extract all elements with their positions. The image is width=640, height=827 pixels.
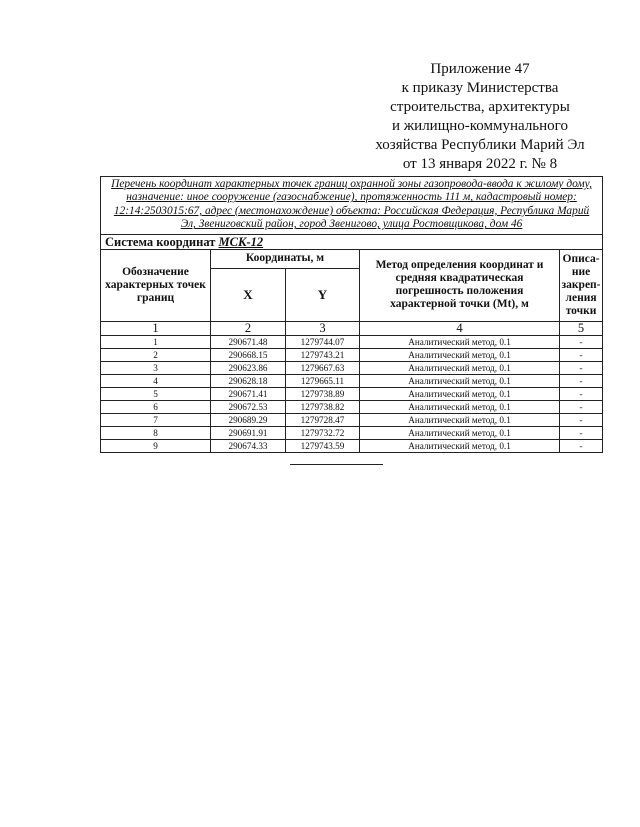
cell-y: 1279665.11 [286, 374, 360, 387]
closing-rule [290, 464, 383, 465]
coordinate-system-name: МСК-12 [218, 234, 264, 249]
cell-point: 7 [101, 413, 211, 426]
column-number: 3 [286, 321, 360, 335]
header-fixing-description: Описа-ние закреп-ления точки [560, 249, 603, 321]
cell-y: 1279667.63 [286, 361, 360, 374]
appendix-line: хозяйства Республики Марий Эл [375, 137, 585, 153]
cell-method: Аналитический метод, 0.1 [360, 439, 560, 452]
table-row [101, 361, 603, 374]
appendix-line: и жилищно-коммунального [392, 118, 568, 134]
cell-method: Аналитический метод, 0.1 [360, 361, 560, 374]
table-row [101, 413, 603, 426]
cell-x: 290668.15 [211, 348, 286, 361]
cell-x: 290623.86 [211, 361, 286, 374]
table-row [101, 374, 603, 387]
cell-method: Аналитический метод, 0.1 [360, 335, 560, 348]
cell-fixing: - [560, 387, 603, 400]
cell-x: 290674.33 [211, 439, 286, 452]
cell-y: 1279744.07 [286, 335, 360, 348]
cell-method: Аналитический метод, 0.1 [360, 374, 560, 387]
cell-x: 290671.41 [211, 387, 286, 400]
coordinate-system-row [101, 234, 603, 249]
header-x: X [211, 268, 286, 321]
cell-y: 1279732.72 [286, 426, 360, 439]
column-number: 1 [101, 321, 211, 335]
cell-fixing: - [560, 413, 603, 426]
header-coordinates: Координаты, м [211, 249, 360, 268]
table-description: Перечень координат характерных точек границ охранной зоны газопровода-ввода к жилому дому, назначение: иное сооружение (газоснабжение), протяженность 111 м, кадастровый номер: 12:14:2503015:67, адрес (местонахождение) объекта: Российская Федерация, Республика Марий Эл, Звениговский район, город Звенигово, улица Ростовщикова, дом 46 [101, 177, 603, 235]
cell-fixing: - [560, 361, 603, 374]
cell-method: Аналитический метод, 0.1 [360, 400, 560, 413]
appendix-line: к приказу Министерства [401, 80, 559, 96]
column-number: 2 [211, 321, 286, 335]
cell-point: 2 [101, 348, 211, 361]
table-row [101, 387, 603, 400]
appendix-line: от 13 января 2022 г. № 8 [402, 156, 558, 172]
cell-method: Аналитический метод, 0.1 [360, 348, 560, 361]
cell-x: 290671.48 [211, 335, 286, 348]
header-designation: Обозначение характерных точек границ [101, 249, 211, 321]
cell-x: 290672.53 [211, 400, 286, 413]
appendix-header [360, 60, 600, 174]
cell-point: 1 [101, 335, 211, 348]
table-row [101, 335, 603, 348]
cell-point: 5 [101, 387, 211, 400]
cell-x: 290628.18 [211, 374, 286, 387]
cell-point: 3 [101, 361, 211, 374]
header-method: Метод определения координат и средняя квадратическая погрешность положения характерной точки (Mt), м [360, 249, 560, 321]
cell-x: 290691.91 [211, 426, 286, 439]
cell-y: 1279738.89 [286, 387, 360, 400]
cell-point: 6 [101, 400, 211, 413]
cell-fixing: - [560, 374, 603, 387]
table-row [101, 400, 603, 413]
header-y: Y [286, 268, 360, 321]
table-row [101, 439, 603, 452]
appendix-line: Приложение 47 [430, 61, 530, 77]
cell-y: 1279743.59 [286, 439, 360, 452]
cell-method: Аналитический метод, 0.1 [360, 426, 560, 439]
coordinate-system-label: Система координат [105, 234, 216, 249]
coordinates-table [100, 176, 603, 453]
cell-point: 9 [101, 439, 211, 452]
cell-fixing: - [560, 335, 603, 348]
cell-y: 1279728.47 [286, 413, 360, 426]
cell-method: Аналитический метод, 0.1 [360, 387, 560, 400]
cell-point: 8 [101, 426, 211, 439]
table-row [101, 426, 603, 439]
column-numbers-row [101, 321, 603, 335]
cell-fixing: - [560, 439, 603, 452]
table-row [101, 348, 603, 361]
appendix-line: строительства, архитектуры [390, 99, 570, 115]
cell-method: Аналитический метод, 0.1 [360, 413, 560, 426]
column-number: 4 [360, 321, 560, 335]
column-number: 5 [560, 321, 603, 335]
cell-y: 1279738.82 [286, 400, 360, 413]
cell-y: 1279743.21 [286, 348, 360, 361]
cell-fixing: - [560, 426, 603, 439]
cell-fixing: - [560, 400, 603, 413]
cell-x: 290689.29 [211, 413, 286, 426]
cell-point: 4 [101, 374, 211, 387]
cell-fixing: - [560, 348, 603, 361]
